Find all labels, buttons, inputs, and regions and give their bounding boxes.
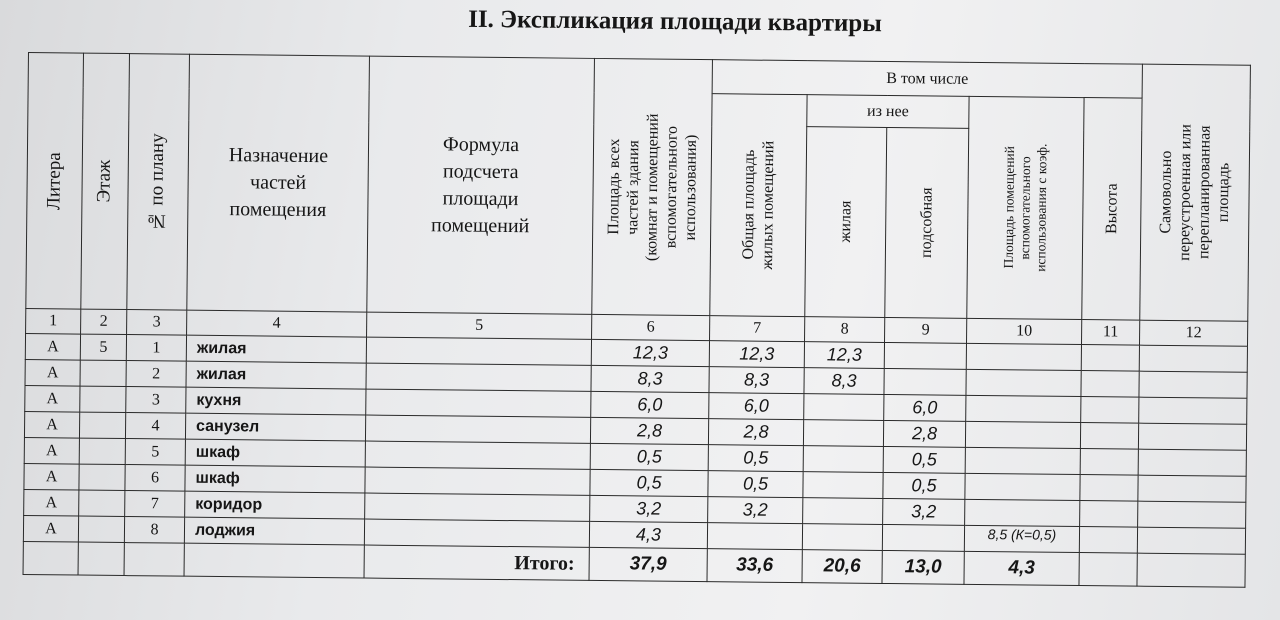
cell-height	[1079, 527, 1137, 554]
cell-formula	[366, 337, 591, 365]
cell-total-living	[707, 523, 802, 550]
cell-formula	[366, 389, 591, 417]
cell-litera: А	[24, 489, 79, 516]
cell-total-living: 8,3	[709, 367, 804, 394]
cell-room-name: жилая	[186, 361, 366, 389]
cell-room-name: шкаф	[185, 465, 365, 493]
header-floor: Этаж	[81, 53, 130, 309]
cell-litera: А	[23, 515, 78, 542]
cell-auxiliary: 2,8	[883, 420, 965, 447]
cell-total-living: 0,5	[708, 445, 803, 472]
header-of-which: из нее	[807, 95, 969, 129]
cell-living	[804, 394, 884, 421]
cell-living	[803, 498, 883, 525]
column-number: 7	[710, 316, 805, 342]
cell-height	[1080, 501, 1138, 528]
header-including: В том числе	[712, 60, 1142, 99]
cell-height	[1081, 345, 1139, 372]
cell-auxiliary	[884, 342, 966, 369]
cell-room-name: жилая	[186, 335, 366, 363]
cell-area-all: 0,5	[590, 469, 708, 496]
cell-unauthorized	[1139, 371, 1247, 398]
cell-formula	[364, 519, 589, 547]
cell-total-living: 2,8	[708, 419, 803, 446]
cell-plan-number: 7	[125, 491, 185, 518]
cell-formula	[365, 493, 590, 521]
cell-living	[802, 524, 882, 551]
cell-unauthorized	[1138, 475, 1246, 502]
cell-area-all: 12,3	[591, 339, 709, 366]
cell-total-living: 0,5	[708, 471, 803, 498]
document-title: II. Экспликация площади квартиры	[468, 5, 882, 38]
cell-floor	[80, 360, 126, 386]
header-area-all: Площадь всех частей здания (комнат и помещений вспомогательного использования)	[592, 58, 713, 315]
cell-litera: А	[24, 411, 79, 438]
cell-plan-number: 2	[126, 361, 186, 388]
total-aux-coef: 4,3	[964, 551, 1079, 585]
cell-floor	[79, 412, 125, 438]
cell-aux-coef	[965, 499, 1080, 526]
cell-auxiliary: 3,2	[883, 498, 965, 525]
column-number: 4	[187, 310, 367, 337]
cell-unauthorized	[1138, 501, 1246, 528]
column-number: 10	[967, 318, 1082, 344]
column-number: 6	[592, 314, 710, 340]
cell-total-living: 3,2	[708, 497, 803, 524]
cell-aux-coef	[965, 447, 1080, 474]
cell-room-name: шкаф	[185, 439, 365, 467]
cell-litera: А	[25, 333, 80, 360]
cell-auxiliary: 6,0	[884, 394, 966, 421]
cell-plan-number: 6	[125, 465, 185, 492]
cell-living	[803, 472, 883, 499]
cell-room-name: санузел	[185, 413, 365, 441]
header-plan-number: № по плану	[127, 54, 190, 311]
cell-area-all: 0,5	[590, 443, 708, 470]
header-purpose: Назначение частей помещения	[187, 54, 370, 312]
cell-area-all: 3,2	[590, 495, 708, 522]
header-formula: Формула подсчета площади помещений	[367, 56, 595, 314]
cell-aux-coef	[965, 473, 1080, 500]
cell-formula	[365, 415, 590, 443]
total-area-all: 37,9	[589, 547, 707, 581]
cell-aux-coef	[965, 421, 1080, 448]
cell-auxiliary: 0,5	[883, 472, 965, 499]
header-unauthorized: Самовольно переустроенная или перепланированная площадь	[1140, 64, 1251, 321]
header-aux-coef: Площадь помещений вспомогательного использования с коэф.	[967, 96, 1084, 319]
cell-floor	[80, 386, 126, 412]
column-number: 8	[805, 317, 885, 343]
cell-plan-number: 3	[126, 387, 186, 414]
header-litera: Литера	[26, 53, 84, 310]
totals-label: Итого:	[364, 545, 589, 580]
cell-formula	[365, 467, 590, 495]
cell-unauthorized	[1138, 423, 1246, 450]
cell-aux-coef	[966, 343, 1081, 370]
cell-plan-number: 8	[124, 517, 184, 544]
column-number: 3	[127, 310, 187, 336]
cell-unauthorized	[1139, 345, 1247, 372]
cell-area-all: 2,8	[590, 417, 708, 444]
cell-auxiliary: 0,5	[883, 446, 965, 473]
column-number: 12	[1140, 320, 1248, 346]
column-number: 11	[1081, 320, 1139, 346]
cell-room-name: кухня	[186, 387, 366, 415]
header-living: жилая	[805, 127, 887, 318]
cell-litera: А	[24, 463, 79, 490]
total-living-total: 33,6	[707, 549, 802, 583]
cell-auxiliary	[884, 368, 966, 395]
cell-height	[1080, 423, 1138, 450]
cell-total-living: 12,3	[709, 341, 804, 368]
cell-living	[803, 446, 883, 473]
header-total-living: Общая площадь жилых помещений	[710, 94, 807, 317]
explication-table	[23, 52, 1251, 588]
explication-sheet	[22, 52, 1268, 610]
cell-auxiliary	[882, 524, 964, 551]
cell-aux-coef: 8,5 (К=0,5)	[964, 525, 1079, 552]
column-number: 1	[26, 308, 81, 334]
cell-aux-coef	[966, 395, 1081, 422]
cell-litera: А	[25, 359, 80, 386]
cell-floor	[78, 516, 124, 542]
cell-area-all: 4,3	[589, 521, 707, 548]
cell-plan-number: 4	[125, 413, 185, 440]
column-number: 9	[885, 317, 967, 343]
cell-room-name: коридор	[185, 491, 365, 519]
total-auxiliary: 13,0	[882, 550, 964, 584]
cell-height	[1080, 449, 1138, 476]
cell-plan-number: 1	[126, 335, 186, 362]
cell-litera: А	[24, 437, 79, 464]
cell-floor	[79, 490, 125, 516]
cell-area-all: 8,3	[591, 365, 709, 392]
cell-unauthorized	[1138, 449, 1246, 476]
cell-total-living: 6,0	[709, 393, 804, 420]
column-number: 5	[367, 312, 592, 339]
header-height: Высота	[1082, 98, 1142, 321]
cell-plan-number: 5	[125, 439, 185, 466]
cell-living	[803, 420, 883, 447]
total-living: 20,6	[802, 550, 882, 584]
cell-room-name: лоджия	[184, 517, 364, 545]
cell-floor	[79, 464, 125, 490]
cell-formula	[366, 363, 591, 391]
cell-unauthorized	[1137, 527, 1245, 554]
cell-height	[1080, 475, 1138, 502]
cell-height	[1081, 371, 1139, 398]
cell-litera: А	[25, 385, 80, 412]
cell-area-all: 6,0	[591, 391, 709, 418]
cell-unauthorized	[1139, 397, 1247, 424]
cell-aux-coef	[966, 369, 1081, 396]
header-auxiliary: подсобная	[885, 127, 969, 318]
cell-floor	[79, 438, 125, 464]
column-number: 2	[81, 309, 127, 334]
cell-living: 8,3	[804, 368, 884, 395]
cell-height	[1081, 397, 1139, 424]
cell-formula	[365, 441, 590, 469]
cell-living: 12,3	[804, 342, 884, 369]
cell-floor: 5	[80, 334, 126, 360]
